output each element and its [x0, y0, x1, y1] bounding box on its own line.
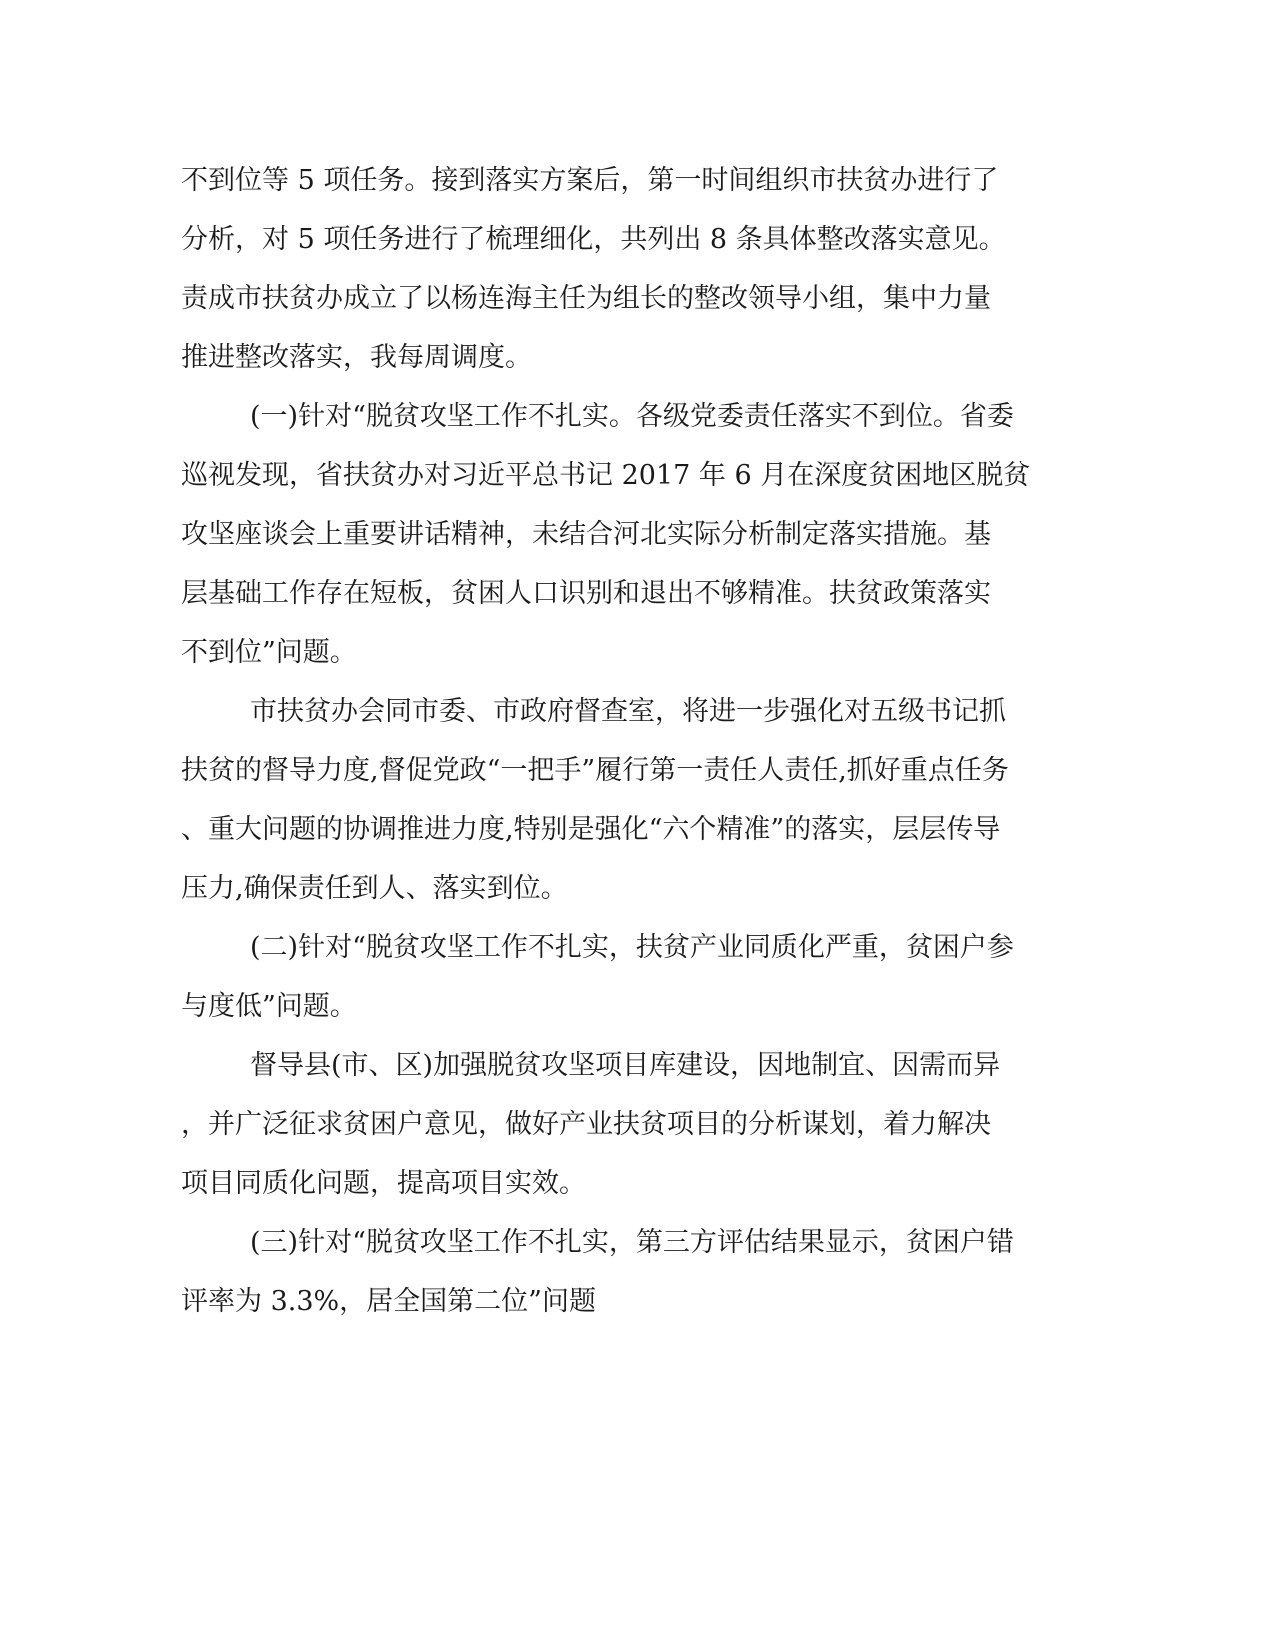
text-line: 项目同质化问题，提高项目实效。: [181, 1168, 586, 1199]
text-line: 扶贫的督导力度,督促党政“一把手”履行第一责任人责任,抓好重点任务: [181, 755, 1009, 786]
text-line: 评率为 3.3%，居全国第二位”问题: [181, 1286, 596, 1317]
text-line: 督导县(市、区)加强脱贫攻坚项目库建设，因地制宜、因需而异: [250, 1050, 1001, 1081]
text-line: 不到位”问题。: [181, 637, 357, 668]
text-line: (三)针对“脱贫攻坚工作不扎实，第三方评估结果显示，贫困户错: [250, 1227, 1014, 1258]
text-line: 推进整改落实，我每周调度。: [181, 342, 532, 373]
text-line: 不到位等 5 项任务。接到落实方案后，第一时间组织市扶贫办进行了: [181, 165, 999, 196]
text-line: (一)针对“脱贫攻坚工作不扎实。各级党委责任落实不到位。省委: [250, 401, 1014, 432]
text-line: 与度低”问题。: [181, 991, 357, 1022]
text-line: 市扶贫办会同市委、市政府督查室，将进一步强化对五级书记抓: [250, 696, 1006, 727]
text-line: 责成市扶贫办成立了以杨连海主任为组长的整改领导小组，集中力量: [181, 283, 991, 314]
text-line: (二)针对“脱贫攻坚工作不扎实，扶贫产业同质化严重，贫困户参: [250, 932, 1014, 963]
text-line: 攻坚座谈会上重要讲话精神，未结合河北实际分析制定落实措施。基: [181, 519, 991, 550]
text-line: 压力,确保责任到人、落实到位。: [181, 873, 568, 904]
text-line: 、重大问题的协调推进力度,特别是强化“六个精准”的落实，层层传导: [181, 814, 1001, 845]
text-line: ，并广泛征求贫困户意见，做好产业扶贫项目的分析谋划，着力解决: [181, 1109, 991, 1140]
text-line: 层基础工作存在短板，贫困人口识别和退出不够精准。扶贫政策落实: [181, 578, 991, 609]
text-line: 分析，对 5 项任务进行了梳理细化，共列出 8 条具体整改落实意见。: [181, 224, 1006, 255]
text-line: 巡视发现，省扶贫办对习近平总书记 2017 年 6 月在深度贫困地区脱贫: [181, 460, 1031, 491]
